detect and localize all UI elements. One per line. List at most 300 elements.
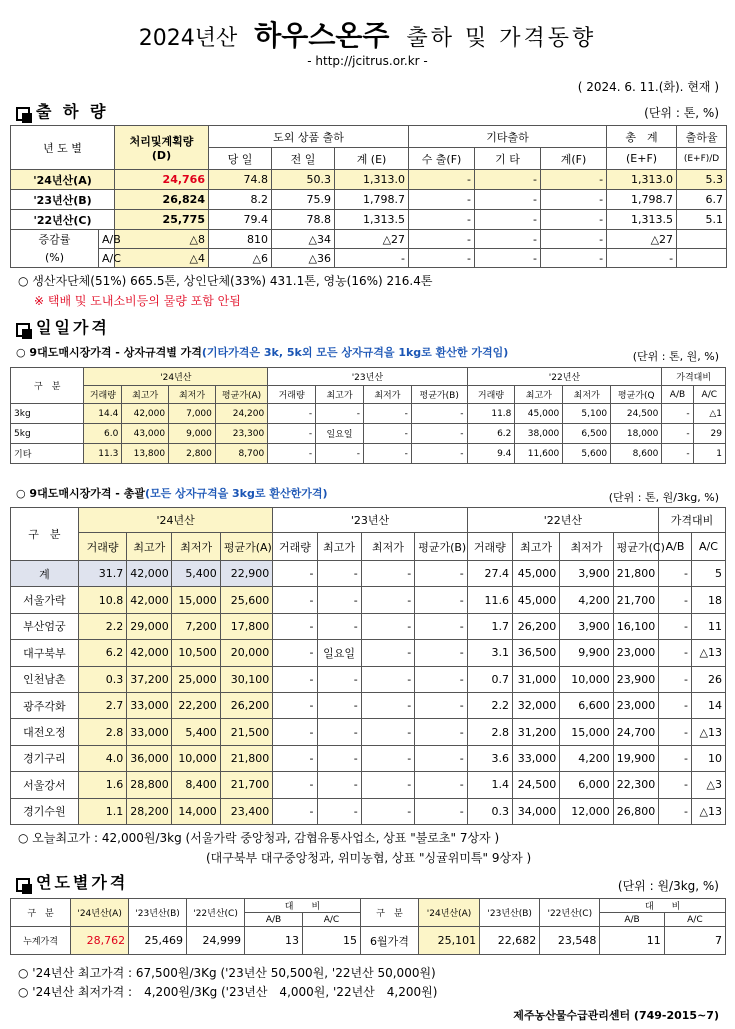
cell: - <box>268 444 316 464</box>
cell: 11 <box>600 927 664 955</box>
row-label: 경기수원 <box>11 798 79 824</box>
cell: 11.6 <box>467 587 512 613</box>
cell: - <box>317 666 361 692</box>
cell: - <box>415 719 467 745</box>
yearly-max-note: ○ '24년산 최고가격 : 67,500원/3Kg ('23년산 50,500원, '22년산 50,000원) <box>18 966 436 980</box>
col-domestic: 도외 상품 출하 <box>209 126 409 148</box>
table-row <box>11 927 726 955</box>
cell: 5,100 <box>563 404 611 424</box>
cell: 1.7 <box>467 613 512 639</box>
col-sum-e: 계 (E) <box>335 148 409 170</box>
cell: - <box>415 613 467 639</box>
cell: 1,798.7 <box>607 190 677 210</box>
cell: - <box>317 613 361 639</box>
col-ac: A/C <box>691 533 725 561</box>
cell: 33,000 <box>127 692 172 718</box>
col-ab: A/B <box>659 533 692 561</box>
cell: 21,700 <box>220 772 272 798</box>
col-min: 최저가 <box>169 386 216 404</box>
cell: △1 <box>693 404 725 424</box>
cell: - <box>411 444 467 464</box>
cell: △36 <box>272 249 335 268</box>
cell: △4 <box>115 249 209 268</box>
cell: - <box>363 424 411 444</box>
cell: 0.3 <box>78 666 126 692</box>
row-label: 서울강서 <box>11 772 79 798</box>
col-vol: 거래량 <box>467 533 512 561</box>
table-row <box>11 424 726 444</box>
cell: 3.1 <box>467 640 512 666</box>
section3-heading <box>16 870 128 893</box>
cell: - <box>361 745 414 771</box>
cell: - <box>415 587 467 613</box>
cell: 1,798.7 <box>335 190 409 210</box>
cell: 2.8 <box>78 719 126 745</box>
cell: 22,682 <box>480 927 540 955</box>
cell: 25,000 <box>172 666 220 692</box>
table-row <box>11 444 726 464</box>
col-min: 최저가 <box>363 386 411 404</box>
cell: 45,000 <box>512 561 559 587</box>
cell: - <box>409 249 475 268</box>
checkbox-square-icon <box>16 107 30 121</box>
table-row <box>11 249 727 268</box>
cell: 일요일 <box>317 640 361 666</box>
cell: - <box>361 587 414 613</box>
cell: 8,700 <box>215 444 267 464</box>
cell: - <box>363 444 411 464</box>
cell: - <box>316 444 364 464</box>
cell: - <box>541 210 607 230</box>
cell: - <box>411 424 467 444</box>
cell: 21,500 <box>220 719 272 745</box>
cell: 6.0 <box>84 424 122 444</box>
cell: 74.8 <box>209 170 272 190</box>
section2-heading <box>16 315 110 338</box>
cell: - <box>415 772 467 798</box>
col-vol: 거래량 <box>467 386 515 404</box>
cell: 18 <box>691 587 725 613</box>
cell: - <box>659 798 692 824</box>
cell: 21,800 <box>220 745 272 771</box>
cell: - <box>475 249 541 268</box>
row-label: 서울가락 <box>11 587 79 613</box>
cell: - <box>659 772 692 798</box>
col-vol: 거래량 <box>84 386 122 404</box>
cell: 9,900 <box>560 640 613 666</box>
cell: 1.4 <box>467 772 512 798</box>
cell: 28,762 <box>71 927 129 955</box>
col-max: 최고가 <box>317 533 361 561</box>
col-min: 최저가 <box>563 386 611 404</box>
cell: 2.2 <box>467 692 512 718</box>
cell: 10 <box>691 745 725 771</box>
col-gubun: 구 분 <box>11 899 71 927</box>
cell: 18,000 <box>611 424 662 444</box>
col-y24: '24년산(A) <box>418 899 479 927</box>
section1-heading <box>16 99 109 122</box>
checkbox-square-icon <box>16 323 30 337</box>
cell: 79.4 <box>209 210 272 230</box>
cell: 23,000 <box>613 640 658 666</box>
cell: 5 <box>691 561 725 587</box>
cell: - <box>317 719 361 745</box>
col-ac: A/C <box>302 913 360 927</box>
shipment-table <box>10 125 727 268</box>
cell: 6.2 <box>78 640 126 666</box>
cell: 37,200 <box>127 666 172 692</box>
cell: 45,000 <box>512 587 559 613</box>
col-y24: '24년산(A) <box>71 899 129 927</box>
cell: 3,900 <box>560 613 613 639</box>
cell: - <box>659 561 692 587</box>
title-rest: 출하 및 가격동향 <box>406 26 597 51</box>
cell: 38,000 <box>515 424 563 444</box>
col-prev: 전 일 <box>272 148 335 170</box>
col-export: 수 출(F) <box>409 148 475 170</box>
cell: - <box>415 692 467 718</box>
col-compare: 대 비 <box>600 899 726 913</box>
cell: 2.7 <box>78 692 126 718</box>
table-row <box>11 692 726 718</box>
cell: 43,000 <box>122 424 169 444</box>
row-label: 6월가격 <box>360 927 418 955</box>
cell: - <box>415 666 467 692</box>
table-row <box>11 230 727 249</box>
cell: - <box>659 719 692 745</box>
col-min: 최저가 <box>560 533 613 561</box>
cell: - <box>662 424 693 444</box>
cell: △13 <box>691 798 725 824</box>
col-ab: A/B <box>245 913 303 927</box>
col-avg-a: 평균가(A) <box>215 386 267 404</box>
total-price-table <box>10 507 726 825</box>
today-max-note: ○ 오늘최고가 : 42,000원/3kg (서울가락 중앙청과, 감협유통사업소, 상표 "불로초" 7상자 ) <box>18 831 500 845</box>
cell: △27 <box>335 230 409 249</box>
checkbox-square-icon <box>16 878 30 892</box>
sub1-unit: (단위 : 톤, 원, %) <box>632 350 719 363</box>
row-year: '23년산(B) <box>11 190 115 210</box>
cell: 4,200 <box>560 587 613 613</box>
cell: 24,500 <box>611 404 662 424</box>
cell: 22,200 <box>172 692 220 718</box>
cell: 24,700 <box>613 719 658 745</box>
row-label: 5kg <box>11 424 84 444</box>
row-label: 누계가격 <box>11 927 71 955</box>
cell: 0.7 <box>467 666 512 692</box>
col-avg-b: 평균가(B) <box>415 533 467 561</box>
cell: 6.2 <box>467 424 515 444</box>
cell: - <box>475 190 541 210</box>
row-label: 기타 <box>11 444 84 464</box>
col-avg-a: 평균가(A) <box>220 533 272 561</box>
cell: - <box>361 798 414 824</box>
cell: - <box>662 404 693 424</box>
cell: 27.4 <box>467 561 512 587</box>
cell: - <box>317 745 361 771</box>
table-row <box>11 210 727 230</box>
cell: - <box>273 798 317 824</box>
cell: - <box>541 230 607 249</box>
cell: 6,500 <box>563 424 611 444</box>
yearly-price-table <box>10 898 726 955</box>
cell: 1,313.5 <box>335 210 409 230</box>
cell: 26,800 <box>613 798 658 824</box>
table-row <box>11 719 726 745</box>
cell: 21,800 <box>613 561 658 587</box>
cell: 5,400 <box>172 561 220 587</box>
shipment-warning: ※ 택배 및 도내소비등의 물량 포함 안됨 <box>34 294 241 308</box>
cell: 0.3 <box>467 798 512 824</box>
col-y24: '24년산 <box>78 508 272 533</box>
cell: - <box>317 587 361 613</box>
cell: - <box>415 561 467 587</box>
cell: 31,200 <box>512 719 559 745</box>
cell: - <box>659 692 692 718</box>
cell: - <box>361 640 414 666</box>
cell: △13 <box>691 640 725 666</box>
today-max-note-2: (대구북부 대구중앙청과, 위미농협, 상표 "싱귤위미특" 9상자 ) <box>206 851 532 865</box>
cell: 32,000 <box>512 692 559 718</box>
col-ac: A/C <box>693 386 725 404</box>
cell: - <box>409 230 475 249</box>
cell: - <box>409 170 475 190</box>
cell: 31,000 <box>512 666 559 692</box>
row-label: 3kg <box>11 404 84 424</box>
col-y23: '23년산 <box>273 508 467 533</box>
col-gubun: 구 분 <box>11 508 79 561</box>
cell: - <box>475 170 541 190</box>
row-year: '24년산(A) <box>11 170 115 190</box>
col-vol: 거래량 <box>268 386 316 404</box>
col-year: 년 도 별 <box>11 126 115 170</box>
cell: 11.3 <box>84 444 122 464</box>
row-plan: 25,775 <box>115 210 209 230</box>
section3-title: 연도별가격 <box>36 873 129 892</box>
cell: 1.6 <box>78 772 126 798</box>
site-url: - http://jcitrus.or.kr - <box>307 54 428 68</box>
cell: 7,200 <box>172 613 220 639</box>
cell: 13,800 <box>122 444 169 464</box>
cell: 12,000 <box>560 798 613 824</box>
cell: 3.6 <box>467 745 512 771</box>
table-row <box>11 404 726 424</box>
cell: - <box>363 404 411 424</box>
cell: 4,200 <box>560 745 613 771</box>
table-row <box>11 190 727 210</box>
row-label: 광주각화 <box>11 692 79 718</box>
cell: - <box>273 666 317 692</box>
cell: 31.7 <box>78 561 126 587</box>
cell: - <box>361 719 414 745</box>
cell: 14 <box>691 692 725 718</box>
sub1-heading: ○ 9대도매시장가격 - 상자규격별 가격(기타가격은 3k, 5k외 모든 상자규격을 1kg로 환산한 가격임) <box>16 346 509 359</box>
cell: 42,000 <box>122 404 169 424</box>
cell: 23,000 <box>613 692 658 718</box>
table-row <box>11 666 726 692</box>
cell <box>677 249 727 268</box>
shipment-note: ○ 생산자단체(51%) 665.5톤, 상인단체(33%) 431.1톤, 영농(16%) 216.4톤 <box>18 274 433 288</box>
table-row <box>11 798 726 824</box>
cell: - <box>273 772 317 798</box>
col-y23: '23년산(B) <box>480 899 540 927</box>
cell: - <box>659 613 692 639</box>
section3-unit: (단위 : 원/3kg, %) <box>617 879 719 893</box>
col-gubun: 구 분 <box>360 899 418 927</box>
cell: 29,000 <box>127 613 172 639</box>
cell: 21,700 <box>613 587 658 613</box>
cell: - <box>361 772 414 798</box>
col-gubun: 구 분 <box>11 368 84 404</box>
col-ratio: 출하율 <box>677 126 727 148</box>
cell: 33,000 <box>512 745 559 771</box>
cell: - <box>273 561 317 587</box>
cell: 34,000 <box>512 798 559 824</box>
cell: - <box>475 210 541 230</box>
row-label: 대구북부 <box>11 640 79 666</box>
cell: 78.8 <box>272 210 335 230</box>
cell: 1,313.5 <box>607 210 677 230</box>
cell: - <box>541 190 607 210</box>
cell: - <box>659 587 692 613</box>
cell: 11.8 <box>467 404 515 424</box>
cell: 75.9 <box>272 190 335 210</box>
col-y22: '22년산(C) <box>187 899 245 927</box>
cell: 4.0 <box>78 745 126 771</box>
title-main: 하우스온주 <box>254 19 390 52</box>
cell: 15,000 <box>172 587 220 613</box>
col-total: 총 계 <box>607 126 677 148</box>
col-ab: A/B <box>600 913 664 927</box>
cell: 26 <box>691 666 725 692</box>
cell: - <box>361 692 414 718</box>
col-ratio-2: (E+F)/D <box>677 148 727 170</box>
report-date: ( 2024. 6. 11.(화). 현재 ) <box>577 80 719 94</box>
cell: - <box>409 190 475 210</box>
cell: 29 <box>693 424 725 444</box>
cell: 8,600 <box>611 444 662 464</box>
cell: 33,000 <box>127 719 172 745</box>
cell: - <box>316 404 364 424</box>
cell: 5.1 <box>677 210 727 230</box>
col-total-2: (E+F) <box>607 148 677 170</box>
cell: 26,200 <box>512 613 559 639</box>
cell: 16,100 <box>613 613 658 639</box>
cell: 11,600 <box>515 444 563 464</box>
cell: - <box>273 745 317 771</box>
table-row <box>11 640 726 666</box>
yearly-min-note: ○ '24년산 최저가격 : 4,200원/3Kg ('23년산 4,000원, '22년산 4,200원) <box>18 985 438 999</box>
cell: 42,000 <box>127 640 172 666</box>
col-y23: '23년산(B) <box>129 899 187 927</box>
cell: - <box>317 798 361 824</box>
cell: - <box>317 561 361 587</box>
col-plan: 처리및계획량 (D) <box>115 126 209 170</box>
col-vol: 거래량 <box>273 533 317 561</box>
row-year: '22년산(C) <box>11 210 115 230</box>
sub2-unit: (단위 : 톤, 원/3kg, %) <box>608 491 719 504</box>
col-max: 최고가 <box>316 386 364 404</box>
cell: - <box>361 613 414 639</box>
cell: 25,469 <box>129 927 187 955</box>
row-plan: 24,766 <box>115 170 209 190</box>
cell: - <box>361 666 414 692</box>
inc-ac: A/C <box>99 249 115 268</box>
cell: 1.1 <box>78 798 126 824</box>
cell: △13 <box>691 719 725 745</box>
cell: 1,313.0 <box>335 170 409 190</box>
cell: 7,000 <box>169 404 216 424</box>
title-year: 2024년산 <box>138 26 238 51</box>
cell: 24,999 <box>187 927 245 955</box>
cell: 1,313.0 <box>607 170 677 190</box>
col-avg-c: 평균가(C) <box>613 533 658 561</box>
cell: - <box>268 404 316 424</box>
col-avg-c: 평균가(Q <box>611 386 662 404</box>
cell: 42,000 <box>127 587 172 613</box>
inc-label: 증감률 <box>11 230 99 249</box>
table-row <box>11 561 726 587</box>
cell: 810 <box>209 230 272 249</box>
col-y23: '23년산 <box>268 368 467 386</box>
table-row <box>11 745 726 771</box>
cell: - <box>409 210 475 230</box>
table-row <box>11 587 726 613</box>
col-compare: 가격대비 <box>659 508 726 533</box>
cell: 13 <box>245 927 303 955</box>
cell: △8 <box>115 230 209 249</box>
table-row <box>11 613 726 639</box>
cell: 2.8 <box>467 719 512 745</box>
cell: - <box>659 640 692 666</box>
col-y22: '22년산(C) <box>540 899 600 927</box>
col-sum-f: 계(F) <box>541 148 607 170</box>
cell: 17,800 <box>220 613 272 639</box>
cell: 7 <box>664 927 725 955</box>
cell: 30,100 <box>220 666 272 692</box>
cell: - <box>268 424 316 444</box>
row-label: 부산엄궁 <box>11 613 79 639</box>
cell: - <box>273 692 317 718</box>
inc-ab: A/B <box>99 230 115 249</box>
col-ac: A/C <box>664 913 725 927</box>
cell: 23,400 <box>220 798 272 824</box>
cell: - <box>659 745 692 771</box>
cell: 24,500 <box>512 772 559 798</box>
cell: 22,900 <box>220 561 272 587</box>
section1-unit: (단위 : 톤, %) <box>644 106 719 120</box>
col-y22: '22년산 <box>467 368 662 386</box>
cell: 5,600 <box>563 444 611 464</box>
col-y24: '24년산 <box>84 368 268 386</box>
cell: - <box>317 772 361 798</box>
cell: 일요일 <box>316 424 364 444</box>
cell: - <box>335 249 409 268</box>
section1-title: 출 하 량 <box>36 102 109 121</box>
cell: 45,000 <box>515 404 563 424</box>
section2-title: 일일가격 <box>36 318 110 337</box>
cell: - <box>361 561 414 587</box>
cell: 22,300 <box>613 772 658 798</box>
cell: 1 <box>693 444 725 464</box>
cell: 3,900 <box>560 561 613 587</box>
cell: 24,200 <box>215 404 267 424</box>
col-vol: 거래량 <box>78 533 126 561</box>
col-other: 기타출하 <box>409 126 607 148</box>
cell: 9.4 <box>467 444 515 464</box>
cell: 8,400 <box>172 772 220 798</box>
cell: 6.7 <box>677 190 727 210</box>
